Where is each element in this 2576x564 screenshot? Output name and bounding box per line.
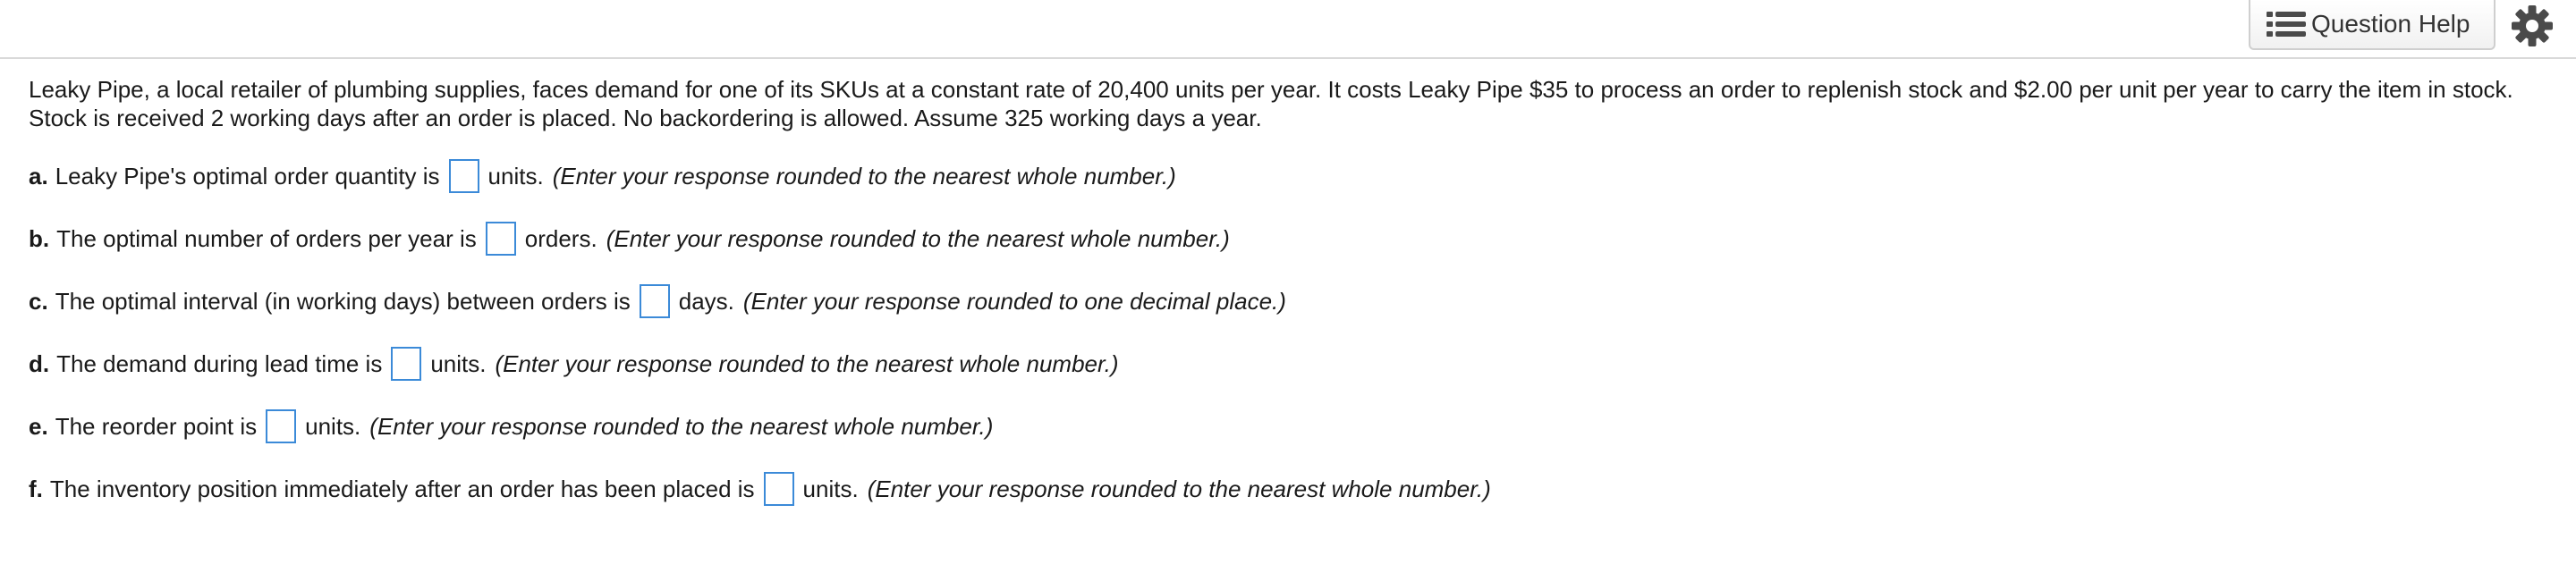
- question-a: [29, 159, 1176, 193]
- question-f: [29, 472, 1491, 506]
- question-hint: (Enter your response rounded to the nearest whole number.): [606, 224, 1230, 252]
- question-letter: e.: [29, 412, 48, 440]
- problem-line-1: Leaky Pipe, a local retailer of plumbing supplies, faces demand for one of its SKUs at a constant rate of 20,400 units per year. It costs Leaky Pipe $35 to process an order to replenish stock and $2.00 per unit per year to carry the item in stock.: [29, 76, 2513, 103]
- question-text: The demand during lead time is: [56, 349, 383, 377]
- answer-input-a[interactable]: [449, 159, 479, 193]
- problem-statement: [29, 75, 2547, 132]
- question-letter: f.: [29, 475, 43, 502]
- question-unit: units.: [487, 162, 544, 189]
- question-text: The inventory position immediately after an order has been placed is: [49, 475, 755, 502]
- answer-input-f[interactable]: [764, 472, 794, 506]
- question-text: The optimal interval (in working days) between orders is: [55, 287, 631, 315]
- list-icon: [2267, 10, 2308, 38]
- question-text: The reorder point is: [55, 412, 258, 440]
- question-unit: days.: [678, 287, 734, 315]
- question-unit: units.: [802, 475, 859, 502]
- question-letter: c.: [29, 287, 48, 315]
- question-c: [29, 284, 1286, 318]
- question-letter: d.: [29, 349, 50, 377]
- question-d: [29, 347, 1119, 381]
- question-help-button[interactable]: [2249, 0, 2496, 50]
- question-hint: (Enter your response rounded to the nearest whole number.): [867, 475, 1491, 502]
- answer-input-e[interactable]: [266, 409, 296, 443]
- question-text: The optimal number of orders per year is: [56, 224, 477, 252]
- question-unit: units.: [430, 349, 487, 377]
- answer-input-b[interactable]: [486, 222, 516, 256]
- question-e: [29, 409, 993, 443]
- question-unit: orders.: [524, 224, 597, 252]
- top-toolbar: [0, 0, 2576, 59]
- question-hint: (Enter your response rounded to the nearest whole number.): [552, 162, 1176, 189]
- question-hint: (Enter your response rounded to the nearest whole number.): [495, 349, 1119, 377]
- question-b: [29, 222, 1230, 256]
- problem-line-2: Stock is received 2 working days after an order is placed. No backordering is allowed. Assume 325 working days a year.: [29, 105, 1262, 131]
- question-unit: units.: [305, 412, 361, 440]
- question-text: Leaky Pipe's optimal order quantity is: [55, 162, 440, 189]
- question-letter: a.: [29, 162, 48, 189]
- question-help-label: Question Help: [2311, 10, 2470, 38]
- gear-icon[interactable]: [2510, 4, 2555, 48]
- question-letter: b.: [29, 224, 50, 252]
- answer-input-d[interactable]: [391, 347, 421, 381]
- question-hint: (Enter your response rounded to one decimal place.): [742, 287, 1286, 315]
- question-hint: (Enter your response rounded to the nearest whole number.): [369, 412, 994, 440]
- answer-input-c[interactable]: [640, 284, 670, 318]
